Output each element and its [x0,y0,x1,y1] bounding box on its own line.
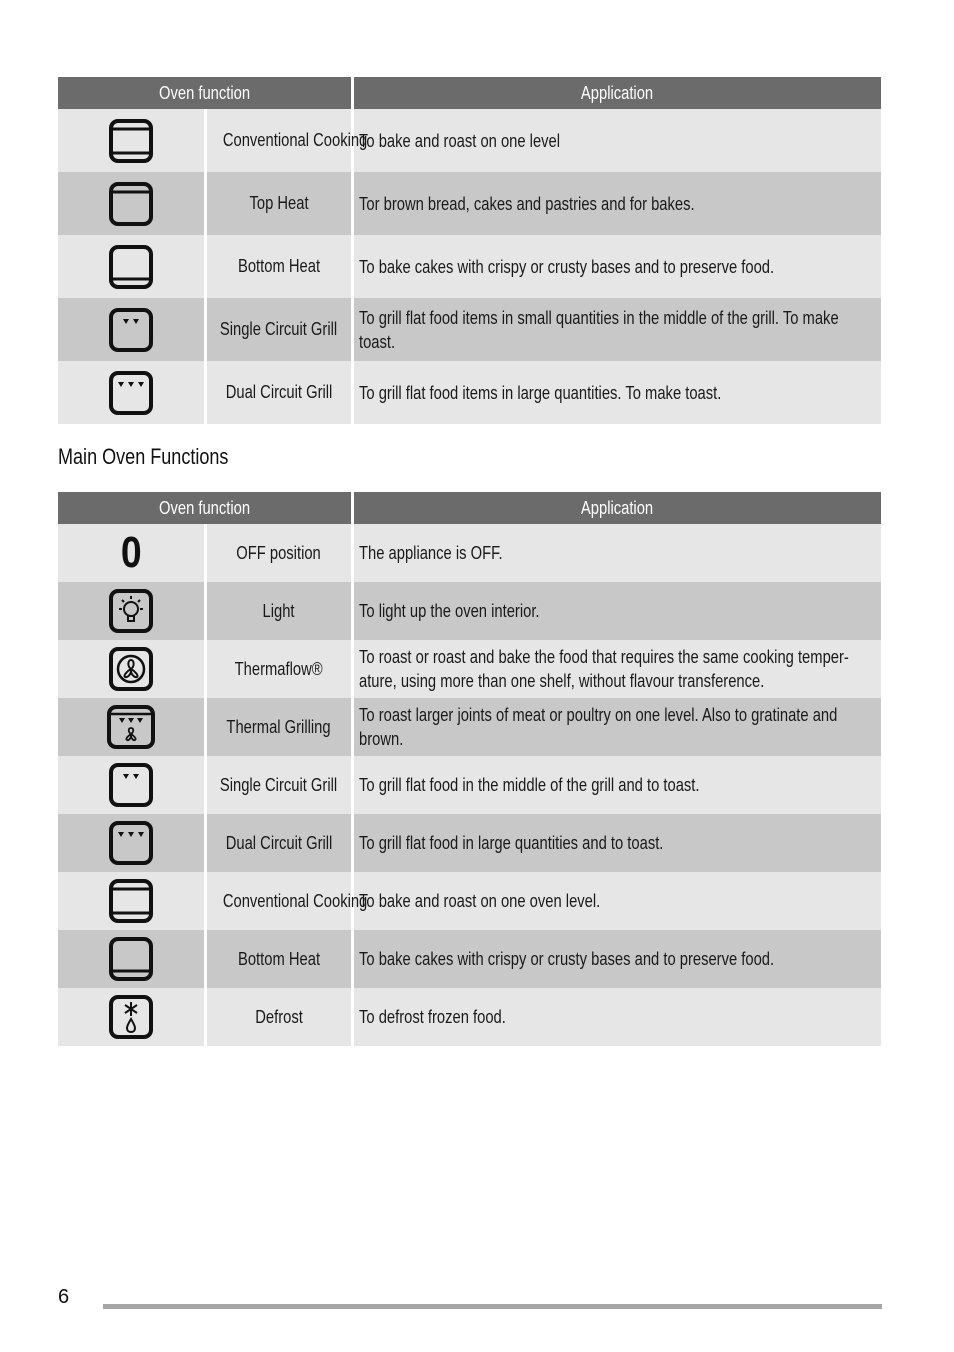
top-heat-icon [58,172,205,235]
table-row [58,298,881,361]
table-row [58,235,881,298]
function-application: To bake cakes with crispy or crusty bases and to preserve food. [353,930,882,988]
function-application: To bake and roast on one level [353,109,882,172]
function-name: OFF position [205,524,352,582]
table-header-row [58,492,881,524]
conventional-cooking-icon [58,872,205,930]
table-row [58,930,881,988]
function-application: To roast or roast and bake the food that requires the same cooking temper-ature, using more than one shelf, without flavour transference. [353,640,882,698]
dual-circuit-grill-icon [58,361,205,424]
header-oven-function: Oven function [58,492,353,524]
bottom-heat-icon [58,930,205,988]
function-application: To roast larger joints of meat or poultry on one level. Also to gratinate and brown. [353,698,882,756]
function-application: The appliance is OFF. [353,524,882,582]
table-row [58,988,881,1046]
table-row [58,582,881,640]
function-application: To bake and roast on one oven level. [353,872,882,930]
bottom-heat-icon [58,235,205,298]
dual-circuit-grill-icon [58,814,205,872]
page-number: 6 [58,1286,70,1308]
main-oven-functions-table [58,492,881,1046]
defrost-icon [58,988,205,1046]
footer-divider [103,1304,882,1309]
fan-icon [58,640,205,698]
oven-functions-table [58,77,881,424]
function-name: Light [205,582,352,640]
function-application: To light up the oven interior. [353,582,882,640]
function-name: Thermal Grilling [205,698,352,756]
table-row [58,814,881,872]
function-name: Dual Circuit Grill [205,361,352,424]
table-header-row [58,77,881,109]
table-row [58,524,881,582]
table-row [58,756,881,814]
function-name: Bottom Heat [205,930,352,988]
function-name: Single Circuit Grill [205,298,352,361]
header-oven-function: Oven function [58,77,353,109]
function-application: To grill flat food items in large quantities. To make toast. [353,361,882,424]
table-row [58,172,881,235]
function-application: Tor brown bread, cakes and pastries and for bakes. [353,172,882,235]
function-name: Conventional Cooking [205,872,352,930]
table-row [58,109,881,172]
table-row [58,640,881,698]
function-name: Dual Circuit Grill [205,814,352,872]
function-application: To grill flat food items in small quantities in the middle of the grill. To make toast. [353,298,882,361]
function-name: Thermaflow® [205,640,352,698]
conventional-cooking-icon [58,109,205,172]
function-application: To defrost frozen food. [353,988,882,1046]
function-name: Bottom Heat [205,235,352,298]
single-circuit-grill-icon [58,298,205,361]
light-bulb-icon [58,582,205,640]
section-title: Main Oven Functions [58,444,229,469]
table-row [58,698,881,756]
header-application: Application [353,492,882,524]
table-row [58,361,881,424]
function-name: Single Circuit Grill [205,756,352,814]
table-row [58,872,881,930]
function-name: Conventional Cooking [205,109,352,172]
function-application: To grill flat food in the middle of the grill and to toast. [353,756,882,814]
thermal-grilling-icon [58,698,205,756]
function-application: To bake cakes with crispy or crusty bases and to preserve food. [353,235,882,298]
single-circuit-grill-icon [58,756,205,814]
function-name: Defrost [205,988,352,1046]
function-name: Top Heat [205,172,352,235]
off-position-icon: 0 [58,524,205,582]
function-application: To grill flat food in large quantities and to toast. [353,814,882,872]
header-application: Application [353,77,882,109]
